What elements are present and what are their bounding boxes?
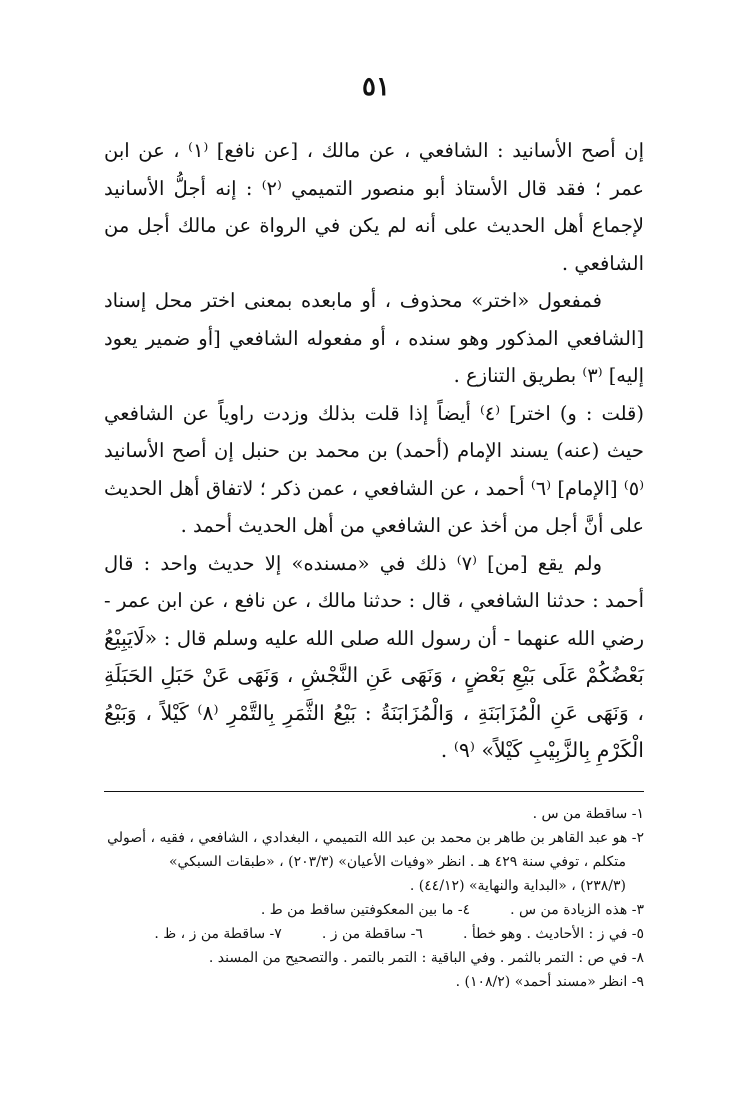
- paragraph-4-text: ولم يقع [من] ⁽٧⁾ ذلك في «مسنده» إلا حديث واحد : قال أحمد : حدثنا الشافعي ، قال : حدثنا مالك ، عن نافع ، عن ابن عمر - رضي الله عنهما - أن رسول الله صلى الله عليه وسلم قال :: [104, 551, 644, 650]
- page-number: ٥١: [362, 72, 390, 102]
- footnote-7: ٧- ساقطة من ز ، ظ .: [154, 926, 282, 942]
- footnote-9: ٩- انظر «مسند أحمد» (١٠٨/٢) .: [455, 974, 644, 990]
- footnote-1: ١- ساقطة من س .: [532, 806, 644, 822]
- paragraph-4: [104, 545, 644, 770]
- footnote-2-line-3: (٢٣٨/٣) ، «البداية والنهاية» (٤٤/١٢) .: [409, 878, 626, 894]
- footnote-row-3-4: [104, 898, 644, 922]
- paragraph-3: (قلت : و) اختر] ⁽٤⁾ أيضاً إذا قلت بذلك وزدت راوياً عن الشافعي حيث (عنه) يسند الإمام (أحمد) بن محمد بن حنبل إن أصح الأسانيد ⁽٥⁾ [الإمام] ⁽٦⁾ أحمد ، عن الشافعي ، عمن ذكر ؛ لاتفاق أهل الحديث على أنَّ أجل من أخذ عن الشافعي من أهل الحديث أحمد .: [104, 401, 644, 537]
- paragraph-2: فمفعول «اختر» محذوف ، أو مابعده بمعنى اختر محل إسناد [الشافعي المذكور وهو سنده ، أو مفعوله الشافعي [أو ضمير يعود إليه] ⁽٣⁾ بطريق التنازع .: [104, 289, 644, 387]
- footnote-divider: [104, 791, 644, 792]
- footnote-2: ٢- هو عبد القاهر بن طاهر بن محمد بن عبد الله التميمي ، البغدادي ، الشافعي ، فقيه ، أصولي: [107, 830, 644, 846]
- footnote-row-5-7: [104, 922, 644, 946]
- footnote-8: ٨- في ص : التمر بالثمر . وفي الباقية : التمر بالتمر . والتصحيح من المسند .: [208, 950, 644, 966]
- footnote-2-line-2: متكلم ، توفي سنة ٤٢٩ هـ . انظر «وفيات الأعيان» (٢٠٣/٣) ، «طبقات السبكي»: [168, 854, 626, 870]
- footnote-3: ٣- هذه الزيادة من س .: [510, 902, 644, 918]
- footnote-5: ٥- في ز : الأحاديث . وهو خطأ .: [462, 926, 644, 942]
- hadith-quote: «لَايَبِيْعُ بَعْضُكُمْ عَلَى بَيْعِ بَعْضٍ ، وَنَهَى عَنِ النَّجْشِ ، وَنَهَى عَنْ حَبَلِ الحَبَلَةِ ، وَنَهَى عَنِ الْمُزَابَنَةِ ، وَالْمُزَابَنَةُ : بَيْعُ الثَّمَرِ بِالتَّمْرِ ⁽٨⁾ كَيْلاً ، وَبَيْعُ الْكَرْمِ بِالزَّبِيْبِ كَيْلاً» ⁽٩⁾ .: [104, 625, 644, 762]
- footnote-6: ٦- ساقطة من ز .: [321, 926, 423, 942]
- main-text: [104, 132, 644, 770]
- paragraph-1: إن أصح الأسانيد : الشافعي ، عن مالك ، [عن نافع] ⁽١⁾ ، عن ابن عمر ؛ فقد قال الأستاذ أبو منصور التميمي ⁽٢⁾ : إنه أجلُّ الأسانيد لإجماع أهل الحديث على أنه لم يكن في الرواة عن مالك أجل من الشافعي .: [104, 139, 645, 275]
- footnote-4: ٤- ما بين المعكوفتين ساقط من ط .: [260, 902, 471, 918]
- footnotes-section: [104, 802, 644, 994]
